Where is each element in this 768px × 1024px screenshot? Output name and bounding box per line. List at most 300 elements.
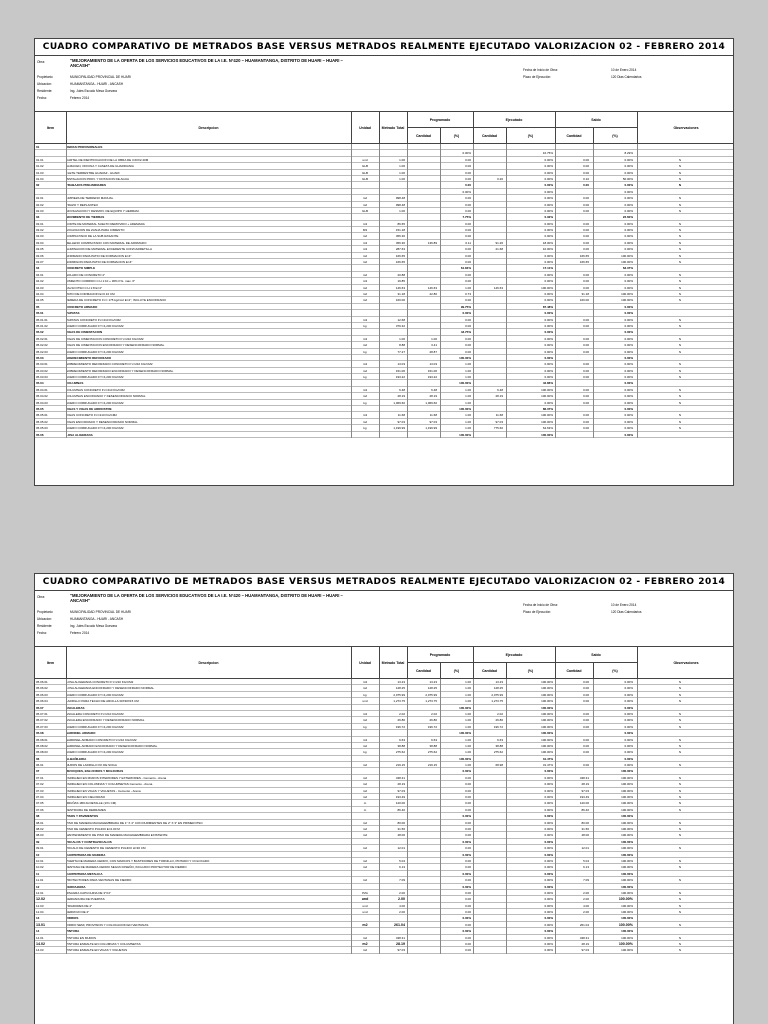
cell-metrado: 80.00 bbox=[397, 820, 405, 825]
cell-descripcion: PUERTA DE MADERA CEDRO, CON MARCOS Y BASTIDORES DE TORNILLO, PINTADO Y COLOCADO bbox=[66, 858, 210, 863]
cell-metrado: 2.00 bbox=[399, 910, 405, 915]
sheet-title: CUADRO COMPARATIVO DE METRADOS BASE VERSUS METRADOS REALMENTE EJECUTADO VALORIZACION 02 - FEBRERO 2014 bbox=[35, 39, 733, 56]
cell-saldo-pct: 0.00% bbox=[624, 330, 633, 335]
cell-saldo-cantidad: 0.00 bbox=[583, 368, 589, 373]
table-row bbox=[35, 432, 733, 438]
cell-unidad: m3 bbox=[362, 387, 368, 392]
plazo-label: Plazo de Ejecución: bbox=[523, 610, 551, 614]
cell-item: 11 bbox=[36, 871, 40, 876]
cell-prog-pct: 0.00% bbox=[462, 852, 471, 857]
cell-item: 14.01 bbox=[36, 935, 44, 940]
cell-saldo-pct: 0.00% bbox=[624, 400, 633, 405]
inicio-label: Fecha de Inicio de Obra: bbox=[523, 68, 558, 72]
cell-item: 01.03 bbox=[36, 170, 44, 175]
cell-prog-pct: 0.11 bbox=[465, 240, 471, 245]
cell-saldo-cantidad: 0.00 bbox=[583, 743, 589, 748]
cell-prog-pct: 0.00 bbox=[465, 820, 471, 825]
cell-descripcion: INSTALACION PROV. Y DOTACION DE AGUA bbox=[66, 176, 130, 181]
cell-descripcion: PISOS Y PAVIMENTOS bbox=[66, 814, 99, 819]
cell-item: 05.08.02 bbox=[36, 743, 48, 748]
cell-descripcion: MANTENIMIENTO DE PISO DE MADERA MACHIHEMBRADA EXISTENTE bbox=[66, 833, 168, 838]
cell-saldo-cantidad: 0.00 bbox=[583, 763, 589, 768]
cell-prog-pct: 0.00 bbox=[465, 782, 471, 787]
cell-descripcion: COLUMNAS CONCRETO F'c=210 KG/CM2 bbox=[66, 387, 125, 392]
cell-saldo-pct: 0.00% bbox=[624, 208, 633, 213]
cell-prog-cantidad: 13.03 bbox=[429, 362, 437, 367]
header-saldo-cantidad: Cantidad bbox=[566, 669, 582, 673]
cell-unidad: m2 bbox=[362, 833, 368, 838]
cell-item: 03.03 bbox=[36, 234, 44, 239]
cell-ejec-pct: 100.00% bbox=[541, 718, 553, 723]
cell-saldo-pct: 0.00% bbox=[624, 355, 633, 360]
cell-ejec-pct: 0.00% bbox=[544, 788, 553, 793]
cell-prog-pct: 0.00 bbox=[465, 801, 471, 806]
cell-saldo-pct: 22.60% bbox=[622, 215, 633, 220]
cell-prog-cantidad: 26.80 bbox=[429, 718, 437, 723]
cell-observaciones: N bbox=[678, 285, 682, 290]
cell-item: 05.06.04 bbox=[36, 699, 48, 704]
cell-saldo-pct: 100.00% bbox=[621, 948, 633, 953]
cell-observaciones: N bbox=[678, 400, 682, 405]
cell-observaciones: N bbox=[678, 419, 682, 424]
cell-prog-pct: 0.00 bbox=[465, 196, 471, 201]
cell-saldo-cantidad: 0.00 bbox=[583, 272, 589, 277]
header-programado: Programado bbox=[407, 112, 473, 128]
cell-item: 14 bbox=[36, 929, 40, 934]
table-header bbox=[35, 112, 733, 144]
cell-ejec-pct: 100.00% bbox=[541, 680, 553, 684]
cell-descripcion: OBRAS PROVISIONALES bbox=[66, 145, 103, 149]
cell-metrado: 456.30 bbox=[395, 240, 405, 245]
cell-saldo-pct: 100.00% bbox=[621, 795, 633, 800]
cell-metrado: 1.00 bbox=[399, 157, 405, 162]
cell-ejec-pct: 42.86% bbox=[542, 381, 553, 386]
cell-saldo-pct: 0.00% bbox=[624, 718, 633, 723]
cell-prog-cantidad: 1,069.60 bbox=[425, 400, 437, 405]
cell-ejec-pct: 0.00% bbox=[544, 807, 553, 812]
cell-descripcion: CARPINTERIA DE MADERA bbox=[66, 852, 106, 857]
cell-metrado: 128.25 bbox=[395, 686, 405, 691]
cell-unidad: m2 bbox=[362, 343, 368, 348]
plazo-label: Plazo de Ejecución: bbox=[523, 75, 551, 79]
cell-item: 12.01 bbox=[36, 890, 44, 895]
cell-ejec-cantidad: 775.60 bbox=[493, 426, 503, 431]
cell-item: 10.02 bbox=[36, 865, 44, 870]
cell-ejec-pct: 0.00% bbox=[544, 400, 553, 405]
cell-prog-cantidad: 219.15 bbox=[427, 763, 437, 768]
cell-item: 05.01.01 bbox=[36, 317, 48, 322]
cell-unidad: m2 bbox=[362, 942, 368, 947]
cell-ejec-pct: 0.00% bbox=[544, 826, 553, 831]
cell-prog-cantidad: 1,199.99 bbox=[425, 426, 437, 431]
cell-unidad: m2 bbox=[362, 948, 368, 953]
cell-saldo-pct: 0.00% bbox=[624, 343, 633, 348]
sheet-page-1 bbox=[34, 38, 734, 486]
cell-unidad: m2 bbox=[362, 285, 368, 290]
cell-saldo-pct: 100.00% bbox=[621, 253, 633, 258]
cell-item: 05.03.02 bbox=[36, 368, 48, 373]
cell-saldo-pct: 0.00% bbox=[624, 285, 633, 290]
cell-prog-pct: 1.00 bbox=[465, 743, 471, 748]
header-ejec-pct: (%) bbox=[527, 669, 534, 673]
cell-prog-pct: 100.00% bbox=[459, 355, 471, 360]
cell-saldo-cantidad: 97.03 bbox=[581, 788, 589, 793]
cell-saldo-pct: 100.00% bbox=[621, 884, 633, 889]
cell-unidad: m3 bbox=[362, 362, 368, 367]
cell-ejec-pct: 0.00% bbox=[544, 291, 553, 296]
cell-descripcion: CORTE DE MATERIAL SUELTO REMOVIDO + ADEMADA bbox=[66, 221, 145, 226]
cell-saldo-pct: 0.00% bbox=[624, 323, 633, 328]
cell-prog-pct: 1.00 bbox=[465, 724, 471, 729]
cell-observaciones: N bbox=[678, 903, 682, 908]
cell-saldo-pct: 0.00% bbox=[624, 317, 633, 322]
cell-item: 04 bbox=[36, 266, 40, 271]
cell-descripcion: PINTURA bbox=[66, 929, 80, 934]
cell-observaciones: N bbox=[678, 858, 682, 863]
cell-saldo-cantidad: 0.00 bbox=[583, 680, 589, 684]
cell-observaciones: N bbox=[678, 718, 682, 723]
cell-metrado: 97.03 bbox=[397, 788, 405, 793]
cell-ejec-pct: 18.00% bbox=[542, 240, 553, 245]
cell-ejec-pct: 0.00% bbox=[544, 903, 553, 908]
cell-saldo-cantidad: 5.04 bbox=[583, 858, 589, 863]
cell-ejec-pct: 31.47% bbox=[542, 756, 553, 761]
cell-saldo-cantidad: 0.00 bbox=[583, 202, 589, 207]
cell-ejec-pct: 0.00% bbox=[544, 208, 553, 213]
propietario-value: MUNICIPALIDAD PROVINCIAL DE HUARI bbox=[70, 610, 131, 614]
cell-prog-pct: 1.00 bbox=[465, 400, 471, 405]
cell-ejec-pct: 0.00% bbox=[544, 839, 553, 844]
cell-unidad: m3 bbox=[362, 711, 368, 716]
cell-prog-pct: 1.00 bbox=[465, 387, 471, 392]
header-prog-pct: (%) bbox=[453, 669, 460, 673]
cell-ejec-pct: 31.47% bbox=[542, 763, 553, 768]
cell-ejec-pct: 0.00% bbox=[544, 935, 553, 940]
cell-unidad: m3 bbox=[362, 240, 368, 245]
cell-observaciones: N bbox=[678, 788, 682, 793]
cell-saldo-pct: 0.00% bbox=[624, 336, 633, 341]
cell-metrado: 275.62 bbox=[395, 750, 405, 755]
cell-saldo-pct: 100.00% bbox=[621, 788, 633, 793]
cell-prog-cantidad: 3.41 bbox=[431, 343, 437, 348]
propietario-value: MUNICIPALIDAD PROVINCIAL DE HUARI bbox=[70, 75, 131, 79]
cell-prog-pct: 1.00 bbox=[465, 426, 471, 431]
cell-saldo-pct: 50.00% bbox=[622, 176, 633, 181]
cell-saldo-cantidad: 48.00 bbox=[581, 833, 589, 838]
cell-unidad: kg bbox=[363, 692, 367, 697]
cell-unidad: m2 bbox=[362, 846, 368, 851]
header-ejecutado: Ejecutado bbox=[473, 112, 555, 128]
cell-item: 08 bbox=[36, 814, 40, 819]
cell-descripcion: EXCAVACION DE ZANJA PARA CIMIENTO bbox=[66, 228, 125, 233]
cell-descripcion: SARDINEL ARMADO ENCOFRADO Y DESENCOFRADO NORMAL bbox=[66, 743, 158, 748]
cell-ejec-pct: 100.00% bbox=[541, 432, 553, 437]
cell-item: 05.02.01 bbox=[36, 336, 48, 341]
cell-saldo-pct: 0.00% bbox=[624, 272, 633, 277]
cell-saldo-cantidad: 0.00 bbox=[583, 394, 589, 399]
cell-ejec-pct: 100.00% bbox=[541, 699, 553, 704]
cell-item: 05.06.01 bbox=[36, 680, 48, 684]
cell-item: 10.01 bbox=[36, 858, 44, 863]
table-body bbox=[35, 144, 733, 438]
cell-saldo-pct: 100.00% bbox=[621, 890, 633, 895]
cell-saldo-pct: 0.00% bbox=[624, 304, 633, 309]
cell-metrado: 151.18 bbox=[395, 228, 405, 233]
cell-observaciones: N bbox=[678, 782, 682, 787]
fecha-value: Febrero 2014 bbox=[70, 96, 90, 100]
cell-saldo-pct: 100.00% bbox=[621, 878, 633, 883]
cell-item: 03.04 bbox=[36, 240, 44, 245]
cell-item: 01.02 bbox=[36, 164, 44, 169]
cell-observaciones: N bbox=[678, 291, 682, 296]
cell-ejec-pct: 0.00% bbox=[544, 183, 553, 188]
cell-unidad: m2 bbox=[362, 291, 368, 296]
cell-saldo-cantidad: 0.00 bbox=[583, 336, 589, 341]
cell-observaciones: N bbox=[678, 724, 682, 729]
cell-ejec-pct: 100.00% bbox=[541, 711, 553, 716]
cell-unidad: und bbox=[362, 903, 368, 908]
cell-saldo-cantidad: 0.00 bbox=[583, 208, 589, 213]
cell-saldo-pct: 100.00% bbox=[621, 782, 633, 787]
cell-metrado: 31.56 bbox=[397, 826, 405, 831]
cell-unidad: m2 bbox=[362, 253, 368, 258]
cell-descripcion: MOVILIZACION Y DESMOV. DE EQUIPO Y HERRAM. bbox=[66, 208, 140, 213]
cell-saldo-cantidad: 31.56 bbox=[581, 826, 589, 831]
cell-observaciones: N bbox=[678, 343, 682, 348]
cell-ejec-pct: 0.00% bbox=[544, 228, 553, 233]
header-descripcion: Descripcion bbox=[198, 126, 219, 130]
cell-unidad: kg bbox=[363, 724, 367, 729]
cell-ejec-pct: 0.00% bbox=[544, 311, 553, 316]
cell-ejec-pct: 100.00% bbox=[541, 737, 553, 742]
cell-saldo-cantidad: 31.18 bbox=[581, 291, 589, 296]
cell-item: 05.08 bbox=[36, 731, 44, 736]
cell-saldo-cantidad: 2.00 bbox=[583, 897, 589, 902]
cell-item: 05.05 bbox=[36, 407, 44, 412]
cell-descripcion: SOBRECIMIENTO REFORZADO CONCRETO F'c=210 KG/CM2 bbox=[66, 362, 153, 367]
cell-saldo-cantidad: 0.00 bbox=[583, 317, 589, 322]
cell-ejec-cantidad: 97.03 bbox=[495, 419, 503, 424]
cell-saldo-cantidad: 4.00 bbox=[583, 903, 589, 908]
cell-observaciones: N bbox=[678, 897, 682, 902]
plazo-value: 120 Dias Calendarios bbox=[611, 75, 642, 79]
cell-prog-pct: 0.00 bbox=[465, 903, 471, 908]
cell-item: 05.03 bbox=[36, 355, 44, 360]
project-meta bbox=[35, 591, 733, 647]
cell-unidad: und bbox=[361, 897, 369, 902]
cell-item: 05.04 bbox=[36, 381, 44, 386]
cell-saldo-pct: 100.00% bbox=[621, 852, 633, 857]
cell-observaciones: N bbox=[678, 826, 682, 831]
cell-ejec-pct: 0.00% bbox=[544, 317, 553, 322]
cell-item: 05.05.01 bbox=[36, 413, 48, 418]
cell-unidad: m2 bbox=[362, 922, 368, 927]
cell-prog-pct: 1.00 bbox=[465, 413, 471, 418]
cell-saldo-pct: 0.00% bbox=[624, 699, 633, 704]
cell-descripcion: CARPINTERIA METALICA bbox=[66, 871, 103, 876]
cell-metrado: 196.72 bbox=[395, 724, 405, 729]
cell-descripcion: COMPACTADO DE LA SUB RASANTE bbox=[66, 234, 119, 239]
cell-prog-pct: 0.00 bbox=[465, 208, 471, 213]
cell-item: 08.03 bbox=[36, 833, 44, 838]
cell-descripcion: LOSA ALIGERADA ENCOFRADO Y DESENCOFRADO NORMAL bbox=[66, 686, 155, 691]
cell-descripcion: SARDINEL ARMADO bbox=[66, 731, 96, 736]
cell-prog-cantidad: 13.23 bbox=[429, 680, 437, 684]
cell-prog-cantidad: 2.02 bbox=[431, 711, 437, 716]
cell-ejec-cantidad: 196.72 bbox=[493, 724, 503, 729]
cell-ejec-pct: 100.00% bbox=[541, 387, 553, 392]
header-ejecutado: Ejecutado bbox=[473, 647, 555, 663]
table-body bbox=[35, 679, 733, 954]
cell-metrado: 2.02 bbox=[399, 711, 405, 716]
obra-label: Obra: bbox=[37, 595, 45, 599]
cell-observaciones: N bbox=[678, 910, 682, 915]
cell-item: 05.07.03 bbox=[36, 724, 48, 729]
header-prog-cantidad: Cantidad bbox=[416, 669, 431, 673]
cell-observaciones: N bbox=[678, 228, 682, 233]
cell-ejec-pct: 0.00% bbox=[544, 852, 553, 857]
cell-ejec-pct: 0.00% bbox=[544, 782, 553, 787]
cell-observaciones: N bbox=[678, 279, 682, 284]
cell-descripcion: VIGAS DE CIMENTACION bbox=[66, 330, 103, 335]
cell-item: 05.04.03 bbox=[36, 400, 48, 405]
cell-ejec-cantidad: 68.98 bbox=[495, 763, 503, 768]
cell-ejec-pct: 0.00% bbox=[544, 878, 553, 883]
cell-saldo-pct: 100.00% bbox=[618, 942, 633, 947]
cell-saldo-pct: 0.00% bbox=[624, 368, 633, 373]
cell-metrado: 11.68 bbox=[397, 413, 405, 418]
cell-prog-pct: 0.00 bbox=[465, 349, 471, 354]
cell-observaciones: N bbox=[678, 176, 682, 181]
cell-prog-pct: 0.00 bbox=[465, 846, 471, 851]
cell-prog-cantidad: 146.63 bbox=[427, 285, 437, 290]
cell-saldo-cantidad: 0.00 bbox=[583, 164, 589, 169]
cell-descripcion: CERROJO DE 2" bbox=[66, 910, 90, 915]
cell-ejec-cantidad: 128.25 bbox=[493, 686, 503, 691]
cell-descripcion: ZAPATAS CONCRETO F'c=210 KG/CM2 bbox=[66, 317, 121, 322]
cell-saldo-cantidad: 7.09 bbox=[583, 878, 589, 883]
cell-observaciones: N bbox=[678, 775, 682, 780]
cell-ejec-cantidad: 1,273.75 bbox=[491, 699, 503, 704]
cell-saldo-cantidad: 0.00 bbox=[583, 750, 589, 755]
cell-prog-pct: 100.00% bbox=[459, 731, 471, 736]
cell-saldo-cantidad: 0.00 bbox=[583, 387, 589, 392]
cell-unidad: m2 bbox=[362, 260, 368, 265]
cell-prog-pct: 0.00% bbox=[462, 311, 471, 316]
cell-observaciones: N bbox=[678, 878, 682, 883]
cell-descripcion: ZAPATAS bbox=[66, 311, 80, 316]
cell-ejec-pct: 0.00% bbox=[544, 157, 553, 162]
cell-item: 05.07 bbox=[36, 705, 44, 710]
header-descripcion: Descripcion bbox=[198, 661, 219, 665]
cell-unidad: und bbox=[362, 157, 368, 162]
cell-descripcion: COLUMNAS bbox=[66, 381, 84, 386]
cell-observaciones: N bbox=[678, 711, 682, 716]
cell-prog-pct: 1.00 bbox=[465, 718, 471, 723]
cell-ejec-cantidad: 28.19 bbox=[495, 394, 503, 399]
cell-saldo-cantidad: 0.00 bbox=[583, 362, 589, 367]
cell-prog-pct: 0.00 bbox=[465, 176, 471, 181]
cell-saldo-cantidad: 0.00 bbox=[583, 196, 589, 201]
cell-item: 03.05 bbox=[36, 247, 44, 252]
cell-descripcion: ESCALERA CONCRETO F'c=210 KG/CM2 bbox=[66, 711, 124, 716]
cell-ejec-pct: 0.00% bbox=[544, 795, 553, 800]
cell-observaciones: N bbox=[678, 865, 682, 870]
cell-unidad: GLB bbox=[361, 164, 368, 169]
cell-item: 05.03.01 bbox=[36, 362, 48, 367]
cell-saldo-cantidad: 166.65 bbox=[579, 260, 589, 265]
fecha-label: Fecha: bbox=[37, 96, 47, 100]
cell-observaciones: N bbox=[678, 680, 682, 684]
cell-observaciones: N bbox=[678, 890, 682, 895]
cell-ejec-pct: 0.00% bbox=[544, 942, 553, 947]
cell-ejec-pct: 0.00% bbox=[544, 368, 553, 373]
cell-prog-cantidad: 128.25 bbox=[427, 686, 437, 691]
cell-observaciones: N bbox=[678, 317, 682, 322]
cell-unidad: m2 bbox=[362, 788, 368, 793]
cell-prog-pct: 61.84% bbox=[460, 266, 471, 271]
cell-observaciones: N bbox=[678, 413, 682, 418]
cell-observaciones: N bbox=[678, 196, 682, 201]
cell-saldo-pct: 100.00% bbox=[621, 298, 633, 303]
cell-descripcion: CERRADURA DE PUERTAS bbox=[66, 897, 105, 902]
cell-ejec-pct: 87.48% bbox=[542, 304, 553, 309]
cell-observaciones: N bbox=[678, 336, 682, 341]
cell-item: 05.05.02 bbox=[36, 419, 48, 424]
cell-prog-pct: 1.00 bbox=[465, 368, 471, 373]
cell-descripcion: ESCALERAS bbox=[66, 705, 85, 710]
cell-observaciones: N bbox=[678, 253, 682, 258]
cell-prog-pct: 7.75% bbox=[462, 215, 471, 220]
cell-saldo-pct: 0.00% bbox=[624, 228, 633, 233]
cell-saldo-pct: 100.00% bbox=[621, 929, 633, 934]
cell-saldo-pct: 0.00% bbox=[624, 432, 633, 437]
cell-prog-pct: 0.00 bbox=[465, 279, 471, 284]
cell-item: 03.06 bbox=[36, 253, 44, 258]
cell-unidad: GLB bbox=[361, 176, 368, 181]
cell-item: 05.06 bbox=[36, 432, 44, 437]
cell-metrado: 86.40 bbox=[397, 807, 405, 812]
cell-unidad: kg bbox=[363, 349, 367, 354]
cell-prog-pct: 100.00% bbox=[459, 756, 471, 761]
cell-prog-pct: 0.00 bbox=[465, 343, 471, 348]
inicio-value: 10 de Enero 2014 bbox=[611, 68, 637, 72]
cell-saldo-pct: 0.00% bbox=[624, 164, 633, 169]
cell-observaciones: N bbox=[678, 426, 682, 431]
cell-prog-pct: 0.00 bbox=[465, 858, 471, 863]
cell-descripcion: ESCALERA ENCOFRADO Y DESENCOFRADO NORMAL bbox=[66, 718, 145, 723]
cell-unidad: kg bbox=[363, 375, 367, 380]
cell-saldo-cantidad: 0.00 bbox=[583, 285, 589, 290]
cell-unidad: m3 bbox=[362, 680, 368, 684]
cell-unidad: m2 bbox=[362, 272, 368, 277]
header-ejec-cantidad: Cantidad bbox=[482, 669, 497, 673]
cell-descripcion: FALSO PISO C:H 1:8 E=4" bbox=[66, 285, 102, 290]
cell-ejec-pct: 100.00% bbox=[541, 285, 553, 290]
cell-saldo-cantidad: 261.04 bbox=[579, 922, 589, 927]
cell-prog-pct: 0.00 bbox=[465, 922, 471, 927]
cell-metrado: 998.48 bbox=[395, 202, 405, 207]
cell-descripcion: TRAZO Y REPLANTEO bbox=[66, 202, 98, 207]
cell-prog-pct: 0.00 bbox=[465, 183, 471, 188]
cell-item: 02.02 bbox=[36, 202, 44, 207]
cell-observaciones: N bbox=[678, 807, 682, 812]
cell-ejec-pct: 0.00% bbox=[544, 272, 553, 277]
cell-ejec-pct: 17.11% bbox=[542, 266, 553, 271]
cell-descripcion: CONCRETO ARMADO bbox=[66, 304, 98, 309]
cell-prog-pct: 0.00 bbox=[465, 942, 471, 947]
cell-saldo-pct: 100.00% bbox=[621, 814, 633, 819]
